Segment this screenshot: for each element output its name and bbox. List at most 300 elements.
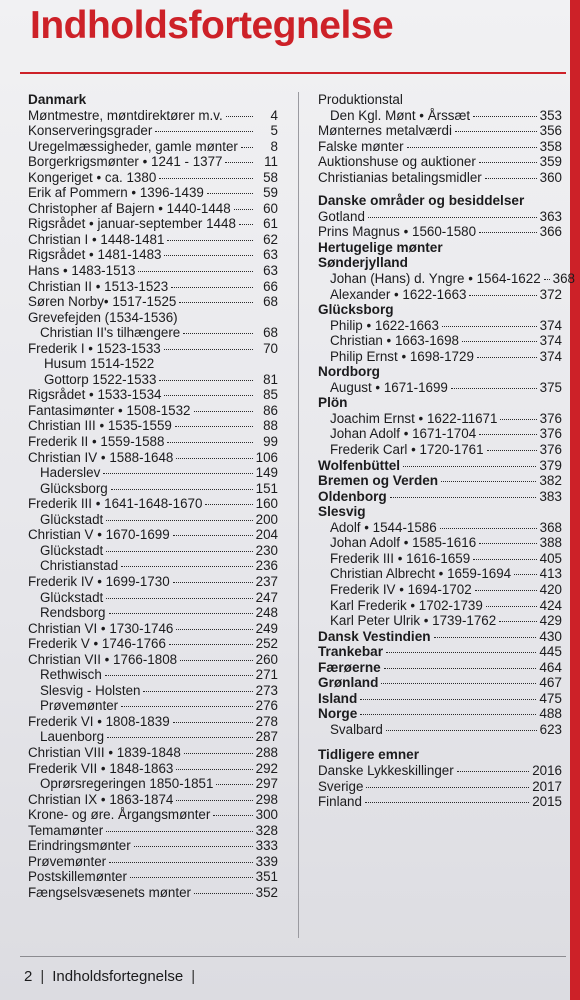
toc-page-number: 85: [263, 387, 278, 403]
toc-page-number: 62: [263, 231, 278, 247]
dot-leader: [479, 434, 537, 435]
dot-leader: [462, 341, 537, 342]
dot-leader: [390, 497, 537, 498]
toc-page-number: 363: [539, 208, 562, 224]
toc-entry-title: Søren Norby• 1517-1525: [28, 294, 177, 310]
toc-page-number: 328: [255, 822, 278, 838]
toc-entry-title: Danmark: [28, 92, 87, 107]
toc-page-number: 420: [539, 581, 562, 597]
page-title: Indholdsfortegnelse: [30, 4, 394, 47]
dot-leader: [171, 287, 253, 288]
toc-entry-title: Norge: [318, 706, 358, 722]
toc-page-number: 353: [539, 107, 562, 123]
toc-page-number: 298: [255, 791, 278, 807]
toc-entry-title: Kongeriget • ca. 1380: [28, 169, 157, 185]
toc-left-column: [28, 92, 278, 900]
dot-leader: [121, 566, 253, 567]
dot-leader: [176, 629, 252, 630]
toc-entry: [318, 779, 562, 795]
column-divider: [298, 92, 299, 938]
toc-entry: [28, 123, 278, 139]
toc-page-number: 249: [255, 620, 278, 636]
dot-leader: [176, 800, 252, 801]
dot-leader: [403, 466, 536, 467]
toc-entry: [28, 590, 278, 606]
toc-entry-title: Johan Adolf • 1671-1704: [330, 426, 477, 442]
toc-entry: [28, 310, 278, 326]
toc-page-number: 236: [255, 558, 278, 574]
toc-entry-title: Alexander • 1622-1663: [330, 286, 467, 302]
toc-section-heading: [318, 395, 562, 411]
dot-leader: [107, 737, 253, 738]
dot-leader: [381, 683, 536, 684]
toc-entry: [28, 201, 278, 217]
toc-entry: [28, 838, 278, 854]
toc-entry-title: Christian III • 1535-1559: [28, 418, 172, 434]
toc-entry-title: Karl Frederik • 1702-1739: [330, 597, 483, 613]
toc-entry: [28, 139, 278, 155]
toc-entry-title: Gotland: [318, 208, 365, 224]
toc-page-number: 351: [255, 869, 278, 885]
toc-entry: [28, 854, 278, 870]
dot-leader: [440, 528, 537, 529]
dot-leader: [479, 543, 537, 544]
toc-entry-title: Joachim Ernst • 1622-11671: [330, 410, 498, 426]
dot-leader: [386, 652, 536, 653]
toc-entry: [28, 418, 278, 434]
toc-section-heading: [318, 255, 562, 271]
toc-page-number: 66: [263, 278, 278, 294]
toc-entry: [28, 341, 278, 357]
toc-entry: [28, 434, 278, 450]
toc-page-number: 424: [539, 597, 562, 613]
toc-section-heading: [318, 489, 562, 505]
toc-page-number: 273: [255, 682, 278, 698]
toc-entry-title: Frederik IV • 1699-1730: [28, 573, 170, 589]
toc-entry: [28, 776, 278, 792]
dot-leader: [109, 862, 253, 863]
toc-page-number: 2015: [532, 794, 562, 810]
toc-page-number: 379: [539, 457, 562, 473]
dot-leader: [106, 831, 253, 832]
toc-entry-title: Christian VII • 1766-1808: [28, 651, 178, 667]
toc-page-number: 339: [255, 853, 278, 869]
toc-entry-title: Christian VI • 1730-1746: [28, 620, 174, 636]
toc-page-number: 151: [255, 480, 278, 496]
dot-leader: [173, 535, 253, 536]
toc-entry-title: Adolf • 1544-1586: [330, 519, 437, 535]
toc-entry: [318, 582, 562, 598]
toc-entry-title: Rendsborg: [40, 605, 106, 621]
toc-page-number: 360: [539, 169, 562, 185]
toc-page-number: 61: [263, 216, 278, 232]
toc-entry: [318, 333, 562, 349]
toc-page-number: 106: [255, 449, 278, 465]
dot-leader: [442, 326, 537, 327]
dot-leader: [239, 224, 253, 225]
dot-leader: [169, 644, 253, 645]
toc-section-heading: [28, 92, 278, 108]
dot-leader: [241, 147, 253, 148]
dot-leader: [176, 458, 252, 459]
toc-entry-title: Philip Ernst • 1698-1729: [330, 348, 474, 364]
toc-entry-title: Rigsrådet • 1481-1483: [28, 247, 162, 263]
toc-page-number: 287: [255, 729, 278, 745]
toc-entry-title: Hans • 1483-1513: [28, 263, 136, 279]
toc-section-heading: [318, 193, 562, 209]
toc-page-number: 260: [255, 651, 278, 667]
toc-entry-title: Svalbard: [330, 721, 383, 737]
toc-entry: [318, 426, 562, 442]
toc-entry: [28, 263, 278, 279]
dot-leader: [365, 802, 529, 803]
toc-entry: [28, 216, 278, 232]
toc-page-number: 68: [263, 294, 278, 310]
toc-entry-title: Christian I • 1448-1481: [28, 231, 165, 247]
toc-entry-title: Oprørsregeringen 1850-1851: [40, 776, 214, 792]
dot-leader: [213, 815, 252, 816]
toc-entry-title: Oldenborg: [318, 488, 387, 504]
footer-rule: [20, 956, 566, 957]
toc-entry: [28, 869, 278, 885]
toc-section-heading: [318, 504, 562, 520]
toc-section-heading: [318, 302, 562, 318]
toc-entry-title: Tidligere emner: [318, 747, 419, 763]
toc-entry-title: Christian II's tilhængere: [40, 325, 181, 341]
toc-entry-title: Postskillemønter: [28, 869, 127, 885]
dot-leader: [469, 295, 536, 296]
toc-page-number: 59: [263, 185, 278, 201]
toc-page-number: 271: [255, 667, 278, 683]
dot-leader: [167, 240, 253, 241]
toc-page-number: 70: [263, 340, 278, 356]
toc-entry-title: Glückstadt: [40, 542, 104, 558]
toc-page-number: 2016: [532, 762, 562, 778]
toc-entry-title: Frederik VI • 1808-1839: [28, 713, 170, 729]
toc-page-number: 413: [539, 566, 562, 582]
toc-page-number: 445: [539, 644, 562, 660]
toc-entry-title: Dansk Vestindien: [318, 628, 431, 644]
toc-entry: [28, 170, 278, 186]
dot-leader: [234, 209, 253, 210]
dot-leader: [205, 504, 252, 505]
toc-page-number: 86: [263, 402, 278, 418]
toc-page-number: 292: [255, 760, 278, 776]
toc-entry-title: Glückstadt: [40, 511, 104, 527]
toc-entry-title: Konserveringsgrader: [28, 123, 153, 139]
dot-leader: [111, 489, 253, 490]
toc-page-number: 63: [263, 247, 278, 263]
toc-entry-title: Frederik IV • 1694-1702: [330, 581, 472, 597]
toc-entry-title: Finland: [318, 794, 362, 810]
toc-page-number: 204: [255, 527, 278, 543]
toc-entry: [28, 496, 278, 512]
toc-entry: [28, 558, 278, 574]
toc-entry: [318, 520, 562, 536]
toc-entry-title: Lauenborg: [40, 729, 105, 745]
dot-leader: [207, 193, 253, 194]
toc-page-number: 149: [255, 465, 278, 481]
toc-page-number: 2017: [532, 778, 562, 794]
toc-entry-title: Gottorp 1522-1533: [44, 371, 157, 387]
page-number: 2: [24, 968, 33, 985]
toc-section-heading: [318, 706, 562, 722]
toc-page-number: 368: [552, 271, 575, 287]
toc-entry: [318, 123, 562, 139]
dot-leader: [225, 162, 253, 163]
toc-entry: [318, 763, 562, 779]
toc-section-heading: [318, 458, 562, 474]
toc-entry-title: Christian V • 1670-1699: [28, 527, 170, 543]
toc-page-number: 63: [263, 263, 278, 279]
toc-right-column: [318, 92, 575, 810]
dot-leader: [226, 116, 253, 117]
dot-leader: [106, 520, 252, 521]
toc-entry: [318, 380, 562, 396]
toc-page-number: 374: [539, 333, 562, 349]
toc-entry: [28, 745, 278, 761]
toc-entry-title: Erindringsmønter: [28, 838, 131, 854]
dot-leader: [103, 473, 252, 474]
toc-page-number: 376: [539, 442, 562, 458]
dot-leader: [105, 675, 253, 676]
toc-entry: [28, 574, 278, 590]
toc-entry: [318, 598, 562, 614]
toc-page-number: 60: [263, 200, 278, 216]
toc-entry: [28, 683, 278, 699]
toc-entry: [318, 442, 562, 458]
dot-leader: [175, 426, 253, 427]
toc-page-number: 374: [539, 317, 562, 333]
toc-page-number: 230: [255, 542, 278, 558]
dot-leader: [159, 178, 253, 179]
toc-entry-title: Slesvig - Holsten: [40, 682, 141, 698]
footer-title: Indholdsfortegnelse: [52, 968, 184, 985]
toc-page-number: 375: [539, 379, 562, 395]
toc-entry: [28, 356, 278, 372]
dot-leader: [134, 846, 253, 847]
dot-leader: [500, 419, 536, 420]
toc-entry-title: Frederik Carl • 1720-1761: [330, 442, 484, 458]
toc-entry: [28, 465, 278, 481]
toc-entry-title: Frederik VII • 1848-1863: [28, 760, 174, 776]
toc-entry: [28, 325, 278, 341]
toc-entry: [28, 512, 278, 528]
toc-entry-title: Trankebar: [318, 644, 383, 660]
page-footer: [24, 968, 203, 985]
toc-page-number: 430: [539, 628, 562, 644]
toc-entry: [318, 108, 562, 124]
toc-entry-title: Møntmestre, møntdirektører m.v.: [28, 107, 223, 123]
red-page-edge: [570, 0, 580, 1000]
dot-leader: [216, 784, 252, 785]
toc-page-number: 248: [255, 605, 278, 621]
toc-entry: [318, 318, 562, 334]
dot-leader: [180, 660, 253, 661]
toc-entry-title: Grønland: [318, 675, 379, 691]
toc-entry-title: Glückstadt: [40, 589, 104, 605]
toc-page-number: 5: [270, 123, 278, 139]
toc-page-number: 475: [539, 690, 562, 706]
toc-entry-title: Færøerne: [318, 659, 381, 675]
dot-leader: [457, 771, 530, 772]
toc-entry-title: Frederik II • 1559-1588: [28, 434, 165, 450]
toc-entry-title: Philip • 1622-1663: [330, 317, 439, 333]
toc-entry: [28, 108, 278, 124]
toc-entry: [28, 543, 278, 559]
dot-leader: [514, 574, 537, 575]
toc-entry-title: Rethwisch: [40, 667, 102, 683]
toc-entry: [28, 232, 278, 248]
toc-entry-title: Krone- og øre. Årgangsmønter: [28, 807, 211, 823]
toc-entry-title: Rigsrådet • januar-september 1448: [28, 216, 236, 232]
dot-leader: [384, 668, 537, 669]
toc-page-number: 300: [255, 807, 278, 823]
toc-page-number: 467: [539, 675, 562, 691]
toc-entry-title: Temamønter: [28, 822, 104, 838]
toc-entry-title: Johan Adolf • 1585-1616: [330, 535, 477, 551]
toc-entry: [28, 527, 278, 543]
toc-entry-title: Sverige: [318, 778, 364, 794]
toc-entry: [28, 387, 278, 403]
toc-entry-title: Christian II • 1513-1523: [28, 278, 169, 294]
dot-leader: [164, 255, 253, 256]
toc-entry: [28, 698, 278, 714]
toc-entry-title: Bremen og Verden: [318, 473, 439, 489]
toc-page-number: 288: [255, 744, 278, 760]
dot-leader: [544, 279, 550, 280]
toc-page-number: 383: [539, 488, 562, 504]
toc-entry-title: Den Kgl. Mønt • Årssæt: [330, 107, 471, 123]
dot-leader: [485, 178, 537, 179]
title-underline: [20, 72, 566, 74]
toc-page-number: 405: [539, 550, 562, 566]
toc-entry-title: Frederik V • 1746-1766: [28, 636, 166, 652]
toc-entry-title: Haderslev: [40, 465, 101, 481]
toc-entry: [318, 139, 562, 155]
dot-leader: [184, 753, 253, 754]
toc-page-number: 388: [539, 535, 562, 551]
toc-entry: [318, 722, 562, 738]
toc-entry: [28, 729, 278, 745]
dot-leader: [477, 357, 537, 358]
dot-leader: [386, 730, 537, 731]
dot-leader: [451, 388, 537, 389]
dot-leader: [473, 559, 536, 560]
toc-page-number: 68: [263, 325, 278, 341]
dot-leader: [479, 232, 537, 233]
dot-leader: [194, 411, 254, 412]
toc-entry: [28, 652, 278, 668]
footer-separator-bar: |: [191, 968, 196, 985]
toc-entry-title: Wolfenbüttel: [318, 457, 401, 473]
toc-entry-title: Christianias betalingsmidler: [318, 169, 482, 185]
toc-entry-title: Hertugelige mønter: [318, 239, 443, 255]
toc-page-number: 366: [539, 224, 562, 240]
footer-separator-bar: |: [40, 968, 45, 985]
dot-leader: [155, 131, 253, 132]
toc-entry-title: Husum 1514-1522: [44, 356, 155, 372]
dot-leader: [407, 147, 537, 148]
toc-section-heading: [318, 660, 562, 676]
toc-section-heading: [318, 644, 562, 660]
dot-leader: [130, 877, 253, 878]
toc-entry-title: Christian IV • 1588-1648: [28, 449, 174, 465]
toc-section-heading: [318, 240, 562, 256]
toc-entry: [318, 349, 562, 365]
toc-entry: [28, 621, 278, 637]
dot-leader: [434, 637, 537, 638]
toc-page-number: 252: [255, 636, 278, 652]
toc-entry-title: Frederik III • 1641-1648-1670: [28, 496, 203, 512]
toc-entry-title: Erik af Pommern • 1396-1439: [28, 185, 204, 201]
dot-leader: [164, 349, 253, 350]
toc-entry: [28, 403, 278, 419]
toc-page-number: 352: [255, 884, 278, 900]
toc-entry-title: Prøvemønter: [28, 853, 107, 869]
dot-leader: [173, 722, 253, 723]
toc-page-number: 359: [539, 154, 562, 170]
dot-leader: [159, 380, 253, 381]
toc-entry: [318, 551, 562, 567]
toc-page-number: 356: [539, 123, 562, 139]
toc-entry-title: Fantasimønter • 1508-1532: [28, 402, 191, 418]
toc-entry-title: Frederik I • 1523-1533: [28, 340, 161, 356]
toc-page-number: 4: [270, 107, 278, 123]
dot-leader: [475, 590, 537, 591]
dot-leader: [164, 395, 253, 396]
toc-entry-title: Christopher af Bajern • 1440-1448: [28, 200, 231, 216]
toc-entry: [28, 667, 278, 683]
toc-entry: [318, 794, 562, 810]
dot-leader: [138, 271, 253, 272]
toc-entry: [28, 714, 278, 730]
dot-leader: [455, 131, 537, 132]
toc-entry-title: Christian • 1663-1698: [330, 333, 460, 349]
toc-entry: [28, 372, 278, 388]
toc-page-number: 488: [539, 706, 562, 722]
toc-entry: [318, 287, 562, 303]
toc-page-number: 372: [539, 286, 562, 302]
toc-entry-title: Falske mønter: [318, 138, 404, 154]
toc-entry-title: Christian VIII • 1839-1848: [28, 744, 181, 760]
toc-entry-title: Slesvig: [318, 504, 366, 520]
dot-leader: [106, 598, 252, 599]
toc-entry: [318, 411, 562, 427]
toc-page-number: 358: [539, 138, 562, 154]
dot-leader: [179, 302, 253, 303]
dot-leader: [106, 551, 252, 552]
toc-entry-title: Uregelmæssigheder, gamle mønter: [28, 138, 238, 154]
toc-entry-title: Glücksborg: [40, 480, 108, 496]
dot-leader: [479, 162, 537, 163]
toc-entry-title: Produktionstal: [318, 92, 403, 107]
toc-section-heading: [318, 473, 562, 489]
toc-entry-title: Christian IX • 1863-1874: [28, 791, 174, 807]
toc-entry-title: Borgerkrigsmønter • 1241 - 1377: [28, 154, 223, 170]
toc-entry: [318, 271, 575, 287]
toc-page-number: 368: [539, 519, 562, 535]
toc-page-number: 429: [539, 613, 562, 629]
dot-leader: [360, 699, 536, 700]
dot-leader: [183, 333, 253, 334]
toc-entry-title: Mønternes metalværdi: [318, 123, 452, 139]
toc-entry-title: Rigsrådet • 1533-1534: [28, 387, 162, 403]
toc-page-number: 81: [263, 371, 278, 387]
dot-leader: [143, 691, 252, 692]
toc-entry: [28, 807, 278, 823]
toc-entry-title: Island: [318, 690, 358, 706]
